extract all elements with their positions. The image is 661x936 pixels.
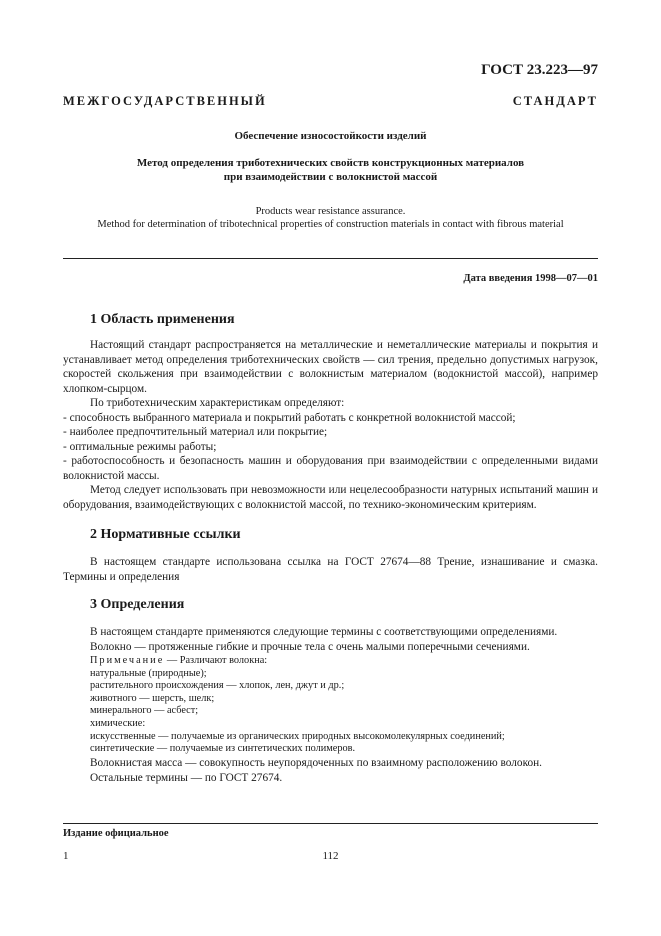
section2-paragraph1: В настоящем стандарте использована ссылка на ГОСТ 27674—88 Трение, изнашивание и смазка. Термины и определения bbox=[63, 556, 598, 583]
note-text: — Различают волокна: bbox=[164, 655, 268, 666]
header-divider bbox=[63, 258, 598, 259]
document-code: ГОСТ 23.223—97 bbox=[481, 62, 598, 78]
note-line1: натуральные (природные); bbox=[90, 667, 207, 679]
title-ru-line1: Обеспечение износостойкости изделий bbox=[234, 130, 427, 142]
sheet-number: 1 bbox=[63, 850, 69, 862]
note-line4: минерального — асбест; bbox=[90, 705, 199, 717]
page-number: 112 bbox=[322, 850, 339, 862]
section1-list-item4: - работоспособность и безопасность машин и оборудования при взаимодействии с определенными видами волокнистой массы. bbox=[63, 455, 598, 482]
footer-divider bbox=[63, 823, 598, 824]
official-edition-label: Издание официальное bbox=[63, 828, 169, 839]
section1-list-item2: - наиболее предпочтительный материал или покрытие; bbox=[63, 426, 328, 438]
section3-paragraph3: Волокнистая масса — совокупность неупорядоченных по взаимному расположению волокон. bbox=[90, 757, 542, 769]
introduction-date: Дата введения 1998—07—01 bbox=[463, 273, 598, 284]
section1-heading: 1 Область применения bbox=[90, 312, 235, 327]
section1-list-item3: - оптимальные режимы работы; bbox=[63, 440, 217, 453]
section3-body-bottom bbox=[63, 756, 598, 785]
note-line6: искусственные — получаемые из органических природных высокомолекулярных соединений; bbox=[90, 730, 505, 742]
note-line2: растительного происхождения — хлопок, лен, джут и др.; bbox=[90, 680, 345, 692]
title-ru-line2: Метод определения триботехнических свойств конструкционных материалов bbox=[136, 157, 525, 169]
section3-heading: 3 Определения bbox=[90, 597, 185, 612]
interstate-standard-label: МЕЖГОСУДАРСТВЕННЫЙ СТАНДАРТ bbox=[63, 94, 598, 108]
section1-body bbox=[63, 338, 598, 512]
note-line7: синтетические — получаемые из синтетических полимеров. bbox=[90, 743, 356, 755]
note-line5: химические: bbox=[90, 717, 146, 729]
section3-paragraph4: Остальные термины — по ГОСТ 27674. bbox=[90, 771, 283, 784]
note-line3: животного — шерсть, шелк; bbox=[90, 692, 215, 704]
section3-note bbox=[90, 655, 598, 756]
section2-body bbox=[63, 555, 598, 584]
section2-heading: 2 Нормативные ссылки bbox=[90, 527, 241, 542]
note-label: Примечание bbox=[90, 655, 165, 666]
section1-paragraph1: Настоящий стандарт распространяется на металлические и неметаллические материалы и покрытия и устанавливает метод определения триботехнических свойств — сил трения, предельно допустимых нагрузок, скоростей скольжения при взаимодействии с волокнистым материалом (водокнистой массой), например хлопком-сырцом. bbox=[63, 339, 598, 395]
note-line-heading bbox=[90, 655, 598, 668]
section1-paragraph3: Метод следует использовать при невозможности или нецелесообразности натурных испытаний машин и оборудования, взаимодействующих с волокнистой массой, по технико-экономическим критериям. bbox=[63, 484, 598, 511]
section1-paragraph2: По триботехническим характеристикам определяют: bbox=[90, 397, 345, 409]
section3-paragraph2: Волокно — протяженные гибкие и прочные тела с очень малыми поперечными сечениями. bbox=[90, 640, 530, 653]
section3-paragraph1: В настоящем стандарте применяются следующие термины с соответствующими определениями. bbox=[90, 626, 558, 638]
title-en-line2: Method for determination of tribotechnical properties of construction materials in contact with fibrous material bbox=[97, 219, 564, 230]
title-ru-line3: при взаимодействии с волокнистой массой bbox=[223, 171, 438, 183]
title-en-line1: Products wear resistance assurance. bbox=[255, 206, 406, 217]
section3-body-top bbox=[63, 625, 598, 654]
section1-list-item1: - способность выбранного материала и покрытий работать с конкретной волокнистой массой; bbox=[63, 411, 516, 424]
